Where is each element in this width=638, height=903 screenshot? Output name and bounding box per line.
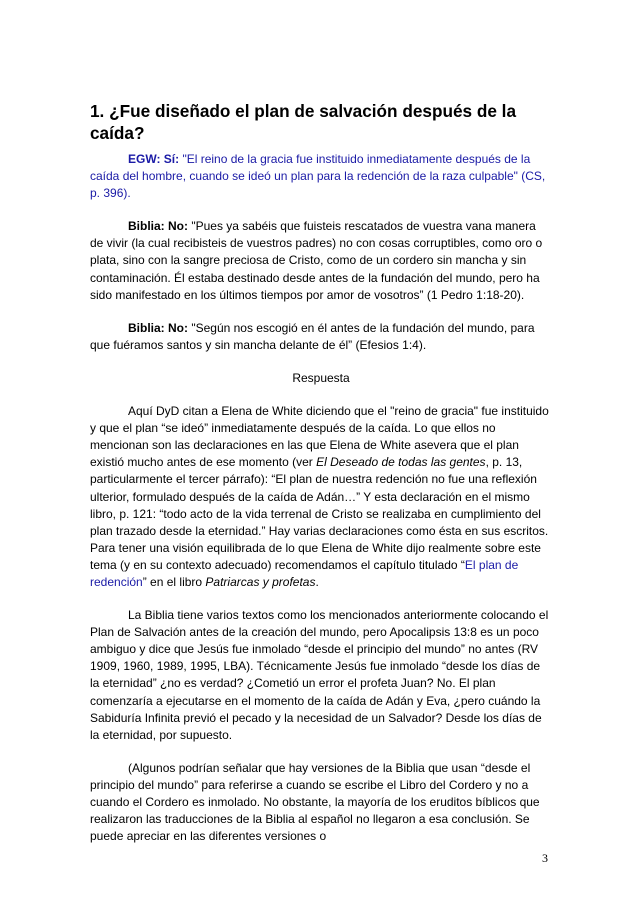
body-paragraph-2: La Biblia tiene varios textos como los mencionados anteriormente colocando el Plan de Salvación antes de la creación del mundo, pero Apocalipsis 13:8 es un poco ambiguo y dice que Jesús fue inmolado “desde el principio del mundo” no antes (RV 1909, 1960, 1989, 1995, LBA). Técnicamente Jesús fue inmolado “desde los días de la eternidad” ¿no es verdad? ¿Cometió un error el profeta Juan? No. El plan comenzaría a ejecutarse en el momento de la caída de Adán y Eva, ¿pero cuándo la Sabiduría Infinita previó el pecado y la necesidad de un Salvador? Desde los días de la eternidad, por supuesto. xyxy=(90,608,549,742)
biblia-paragraph-1 xyxy=(90,218,552,303)
plan-de-redencion-link[interactable]: El plan de redención xyxy=(90,557,519,589)
body-paragraph-1 xyxy=(90,403,552,591)
page-content xyxy=(90,100,552,861)
para1-text-d: . xyxy=(315,574,319,589)
body-paragraph-3: (Algunos podrían señalar que hay versiones de la Biblia que usan “desde el principio del mundo” para referirse a cuando se escribe el Libro del Cordero y no a cuando el Cordero es inmolado. No obstante, la mayoría de los eruditos bíblicos que realizaron las traducciones de la Biblia al español no llegaron a esa conclusión. Se puede apreciar en las diferentes versiones o xyxy=(90,760,540,844)
para1-text-a: Aquí DyD citan a Elena de White diciendo que el "reino de gracia" fue instituido y que el plan “se ideó” inmediatamente después de la caída. Lo que ellos no mencionan son las declaraciones en las que Elena de White asevera que el plan existió mucho antes de ese momento (ver xyxy=(90,404,549,470)
page-title: 1. ¿Fue diseñado el plan de salvación después de la caída? xyxy=(90,101,517,143)
biblia-label-2: Biblia: No: xyxy=(128,320,188,335)
para1-text-b: , p. 13, particularmente el tercer párrafo): “El plan de nuestra redención no fue una reflexión ulterior, formulado después de la caída de Adán…” Y esta declaración en el mismo libro, p. 121: “todo acto de la vida terrenal de Cristo se realizaba en cumplimiento del plan trazado desde la eternidad.” Hay varias declaraciones como ésta en sus escritos. Para tener una visión equilibrada de lo que Elena de White dijo realmente sobre este tema (y en su contexto adecuado) recomendamos el capítulo titulado “ xyxy=(90,455,549,572)
book-title-patriarcas: Patriarcas y profetas xyxy=(205,574,316,589)
biblia-text-1: "Pues ya sabéis que fuisteis rescatados de vuestra vana manera de vivir (la cual recibisteis de vuestros padres) no con cosas corruptibles, como oro o plata, sino con la sangre preciosa de Cristo, como de un cordero sin mancha y sin contaminación. Él estaba destinado desde antes de la fundación del mundo, pero ha sido manifestado en los últimos tiempos por amor de vosotros” (1 Pedro 1:18-20). xyxy=(90,219,543,302)
biblia-paragraph-2 xyxy=(90,320,552,354)
egw-label: EGW: Sí: xyxy=(128,152,180,166)
para1-text-c: ” en el libro xyxy=(142,574,206,589)
respuesta-heading: Respuesta xyxy=(292,370,350,385)
egw-text: "El reino de la gracia fue instituido inmediatamente después de la caída del hombre, cuando se ideó un plan para la redención de la raza culpable" (CS, p. 396). xyxy=(90,152,546,201)
book-title-deseado: El Deseado de todas las gentes xyxy=(316,455,486,470)
page-number: 3 xyxy=(542,851,548,865)
biblia-label-1: Biblia: No: xyxy=(128,219,188,234)
egw-paragraph xyxy=(90,151,552,202)
biblia-text-2: "Según nos escogió en él antes de la fundación del mundo, para que fuéramos santos y sin mancha delante de él” (Efesios 1:4). xyxy=(90,320,535,352)
